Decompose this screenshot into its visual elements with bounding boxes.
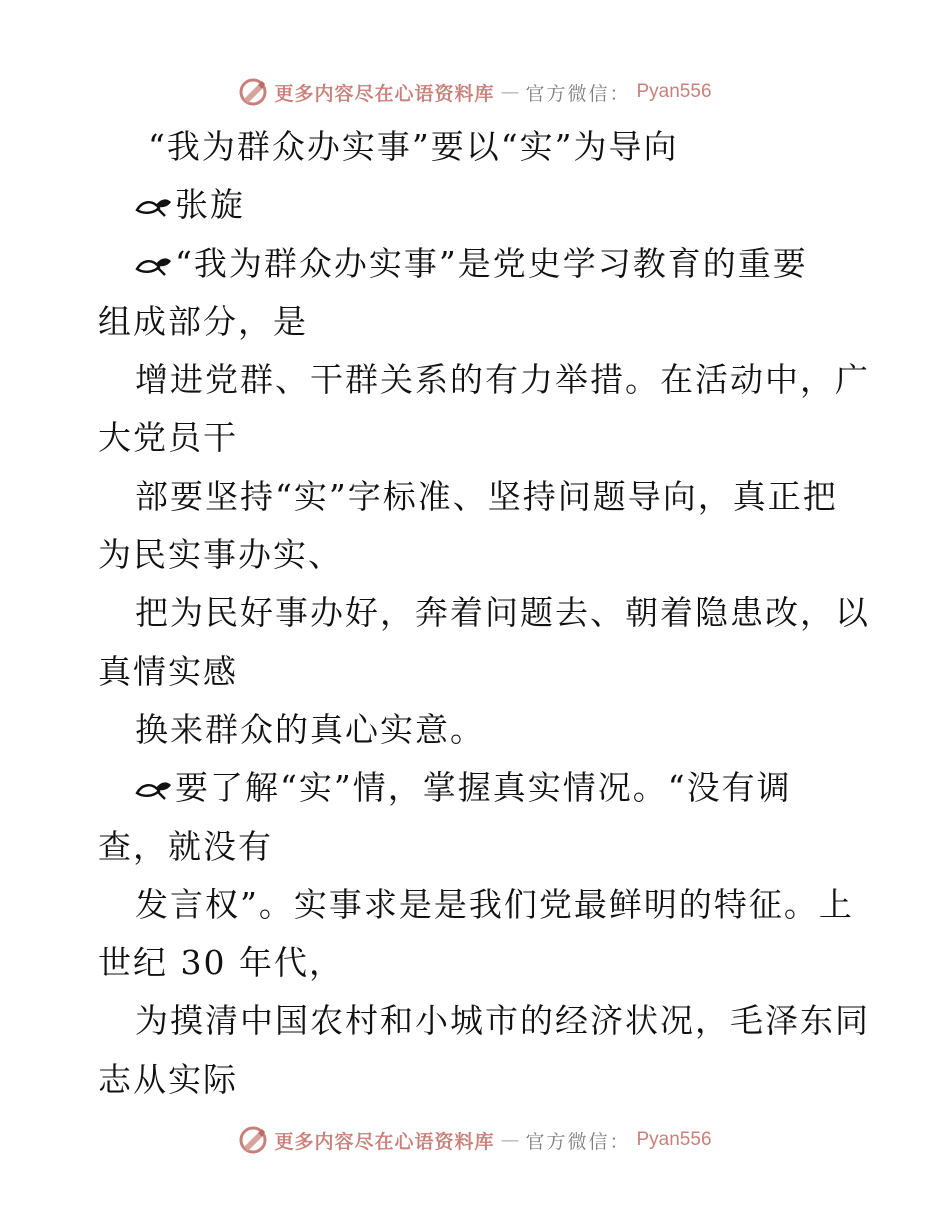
leaf-bullet-icon (135, 194, 173, 218)
paragraph-line: 换来群众的真心实意。 (135, 709, 485, 749)
paragraph-line: 发言权”。实事求是是我们党最鲜明的特征。上 (135, 884, 854, 924)
watermark-title: 更多内容尽在心语资料库 (274, 1130, 495, 1153)
watermark-separator: — (500, 1129, 520, 1151)
paragraph-line (98, 235, 858, 293)
paragraph-line: 大党员干 (98, 418, 238, 458)
watermark-title: 更多内容尽在心语资料库 (274, 82, 495, 105)
paragraph-line: 查，就没有 (98, 826, 273, 866)
document-body (98, 118, 870, 1109)
watermark-wechat-label: 官方微信： (525, 82, 631, 105)
paragraph-line: 为摸清中国农村和小城市的经济状况，毛泽东同 (135, 1001, 870, 1041)
paragraph-line: 世纪 30 年代， (98, 943, 344, 983)
watermark-separator: — (500, 81, 520, 103)
watermark-wechat-id: Pyan556 (636, 1129, 712, 1150)
watermark-footer (0, 1120, 950, 1160)
author-line (98, 176, 858, 234)
paragraph-line: 部要坚持“实”字标准、坚持问题导向，真正把 (135, 476, 838, 516)
library-logo-icon (238, 1125, 268, 1155)
watermark-wechat-label: 官方微信： (525, 1130, 631, 1153)
paragraph-text: 要了解“实”情，掌握真实情况。“没有调 (175, 768, 792, 808)
leaf-bullet-icon (135, 253, 173, 277)
paragraph-line: 增进党群、干群关系的有力举措。在活动中，广 (135, 360, 870, 400)
document-title: “我为群众办实事”要以“实”为导向 (148, 127, 679, 166)
paragraph-line: 志从实际 (98, 1059, 238, 1099)
library-logo-icon (238, 77, 268, 107)
leaf-bullet-icon (135, 777, 173, 801)
paragraph-line: 为民实事办实、 (98, 535, 343, 575)
paragraph-line: 把为民好事办好，奔着问题去、朝着隐患改，以 (135, 593, 870, 633)
author-name: 张旋 (175, 185, 245, 225)
paragraph-line: 真情实感 (98, 651, 238, 691)
paragraph-line: 组成部分，是 (98, 301, 308, 341)
paragraph-line (98, 759, 858, 817)
paragraph-text: “我为群众办实事”是党史学习教育的重要 (175, 243, 808, 283)
watermark-wechat-id: Pyan556 (636, 81, 712, 102)
watermark-header (0, 72, 950, 112)
